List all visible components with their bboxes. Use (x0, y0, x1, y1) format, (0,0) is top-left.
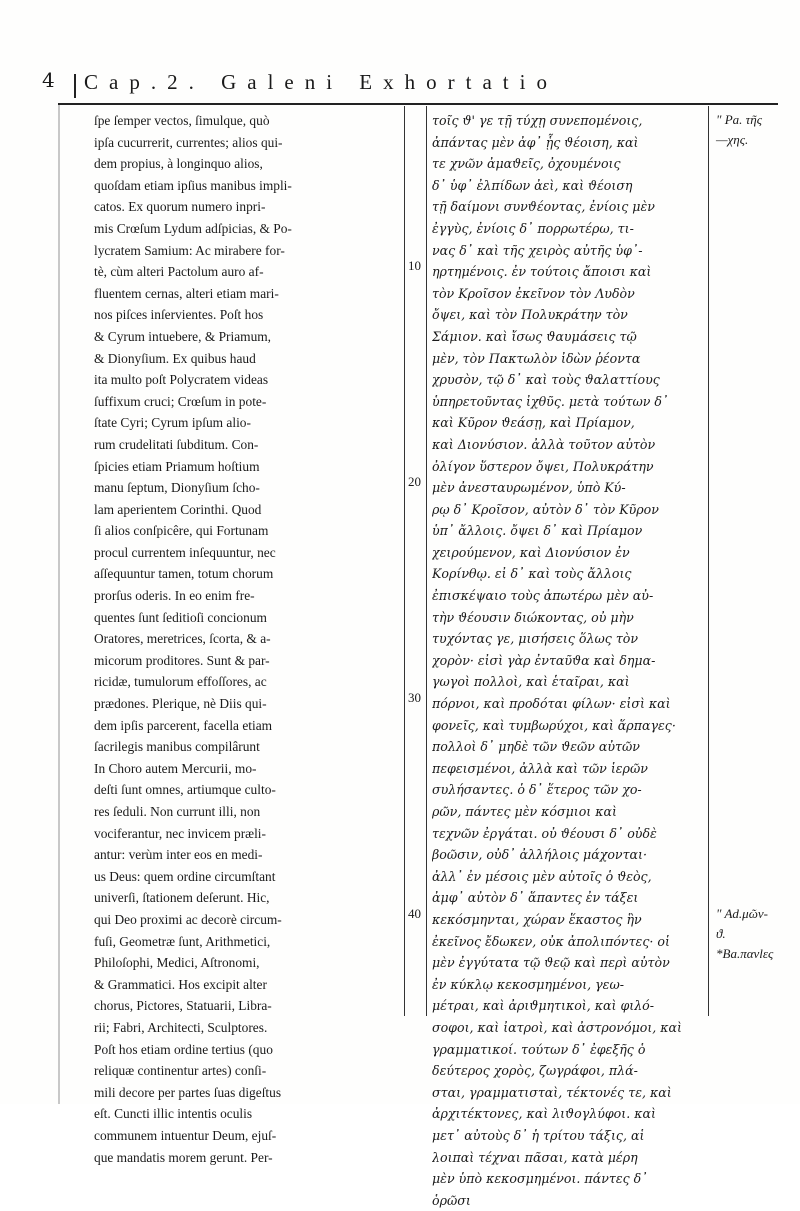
latin-text-line: catos. Ex quorum numero inpri- (94, 199, 266, 215)
greek-text-line: κεκόσμηνται, χώραν ἕκαστος ἣν (432, 911, 642, 927)
greek-text-line: ὑπ᾽ ἄλλοις. ὄψει δ᾽ καὶ Πρίαμον (432, 523, 643, 539)
greek-column (432, 110, 702, 1211)
margin-note-top-1: " Pa. τῆς (716, 112, 763, 127)
greek-text-line: ἐν κύκλῳ κεκοσμημένοι, γεω- (432, 976, 624, 992)
greek-text-line: λοιπαὶ τέχναι πᾶσαι, κατὰ μέρη (432, 1149, 638, 1165)
latin-text-line: chorus, Pictores, Statuarii, Libra- (94, 998, 272, 1014)
latin-text-line: fluentem cernas, alteri etiam mari- (94, 285, 279, 301)
latin-text-line: reliquæ continentur artes) conſi- (94, 1063, 267, 1079)
greek-text-line: μὲν ὑπὸ κεκοσμημένοι. πάντες δ᾽ (432, 1171, 648, 1187)
greek-text-line: συλήσαντες. ὁ δ᾽ ἕτερος τῶν χο- (432, 782, 642, 798)
latin-text-line: ſuffixum cruci; Crœſum in pote- (94, 393, 267, 409)
latin-text-line: deſti ſunt omnes, artiumque culto- (94, 782, 276, 798)
margin-note-bottom-2: ϑ. (716, 926, 726, 941)
latin-text-line: In Choro autem Mercurii, mo- (94, 760, 257, 776)
latin-text-line: que mandatis morem gerunt. Per- (94, 1149, 273, 1165)
greek-text-line: τυχόντας γε, μισήσεις ὅλως τὸν (432, 631, 639, 647)
greek-text-line: μὲν, τὸν Πακτωλὸν ἰδὼν ῥέοντα (432, 350, 641, 366)
latin-text-line: rii; Fabri, Architecti, Sculptores. (94, 1019, 268, 1035)
latin-text-line: ſpicies etiam Priamum hoſtium (94, 458, 260, 474)
greek-text-line: ἀμφ᾽ αὐτὸν δ᾽ ἅπαντες ἐν τάξει (432, 890, 639, 906)
latin-text-line: communem intuentur Deum, ejuſ- (94, 1127, 277, 1143)
greek-text-line: τοῖς ϑ' γε τῇ τύχῃ συνεπομένοις, (432, 113, 643, 128)
greek-text-line: πόρνοι, καὶ προδόται φίλων· εἰσὶ καὶ (432, 696, 671, 712)
greek-text-line: ἐκεῖνος ἔδωκεν, οὐκ ἀπολιπόντες· οἱ (432, 933, 670, 949)
column-divider-right (426, 106, 427, 1016)
margin-note-top-2: —χης. (716, 132, 749, 147)
greek-text-line: μὲν ἐγγύτατα τῷ ϑεῷ καὶ περὶ αὐτὸν (432, 955, 670, 971)
line-number-40: 40 (408, 906, 421, 921)
latin-text-line: micorum proditores. Sunt & par- (94, 652, 270, 668)
latin-text-line: ſpe ſemper vectos, ſimulque, quò (94, 113, 270, 128)
latin-text-line: mis Crœſum Lydum adſpicias, & Po- (94, 220, 292, 236)
latin-text-line: lam aperientem Corinthi. Quod (94, 501, 262, 517)
margin-note-bottom-1: " Ad.μῶν- (716, 906, 768, 921)
latin-text-line: dem ipſis parcerent, facella etiam (94, 717, 273, 733)
latin-text-line: prædones. Plerique, nè Diis qui- (94, 696, 267, 712)
greek-text-line: χορὸν· εἰσὶ γὰρ ἐνταῦϑα καὶ δημα- (432, 652, 656, 668)
greek-text-line: χειρούμενον, καὶ Διονύσιον ἐν (432, 544, 630, 560)
greek-text-line: σται, γραμματισταὶ, τέκτονές τε, καὶ (432, 1084, 672, 1100)
greek-text-line: ἐγγὺς, ἐνίοις δ᾽ πορρωτέρω, τι- (432, 220, 634, 236)
latin-text-line: nos piſces inſervientes. Poſt hos (94, 307, 264, 323)
greek-text-line: γωγοὶ πολλοὶ, καὶ ἑταῖραι, καὶ (432, 674, 630, 690)
greek-text-line: μὲν ἀνεσταυρωμένον, ὑπὸ Κύ- (432, 480, 626, 496)
greek-text-line: πεφεισμένοι, ἀλλὰ καὶ τῶν ἱερῶν (432, 760, 648, 776)
latin-text-line: antur: verùm inter eos en medi- (94, 847, 263, 863)
greek-text-line: ρῶν, πάντες μὲν κόσμιοι καὶ (432, 804, 617, 819)
margin-note-bottom-3: *Ba.πανlες (716, 946, 774, 961)
latin-text-line: us Deus: quem ordine circumſtant (94, 868, 276, 884)
latin-text-line: ricidæ, tumulorum effoſſores, ac (94, 674, 267, 690)
latin-text-line: Oratores, meretrices, ſcorta, & a- (94, 631, 271, 647)
greek-text-line: Σάμιον. καὶ ἴσως ϑαυμάσεις τῷ (432, 328, 637, 344)
latin-text-line: ita multo poſt Polycratem videas (94, 372, 269, 388)
greek-text-line: δεύτερος χορὸς, ζωγράφοι, πλά- (432, 1063, 638, 1079)
greek-text-line: πολλοὶ δ᾽ μηδὲ τῶν ϑεῶν αὐτῶν (432, 739, 640, 755)
header-underline (58, 103, 778, 105)
latin-text-line: & Dionyſium. Ex quibus haud (94, 350, 256, 366)
greek-text-line: χρυσὸν, τῷ δ᾽ καὶ τοὺς ϑαλαττίους (432, 372, 660, 388)
greek-text-line: ρῳ δ᾽ Κροῖσον, αὐτὸν δ᾽ τὸν Κῦρον (432, 501, 659, 517)
latin-text-line: ſtate Cyri; Cyrum ipſum alio- (94, 415, 251, 431)
latin-text-line: univerſi, ſtationem deſerunt. Hic, (94, 890, 270, 906)
greek-text-line: ἀρχιτέκτονες, καὶ λιϑογλύφοι. καὶ (432, 1106, 656, 1122)
greek-text-line: φονεῖς, καὶ τυμβωρύχοι, καὶ ἅρπαγες· (432, 717, 676, 733)
column-divider-left (404, 106, 405, 1016)
greek-text-line: σοφοι, καὶ ἰατροὶ, καὶ ἀστρονόμοι, καὶ (432, 1019, 682, 1035)
latin-column (94, 110, 394, 1168)
latin-text-line: tè, cùm alteri Pactolum auro af- (94, 264, 264, 280)
header-rule (74, 74, 76, 98)
gutter-shadow (58, 104, 60, 1104)
greek-text-line: νας δ᾽ καὶ τῆς χειρὸς αὐτῆς ὑφ᾽- (432, 242, 643, 258)
greek-text-line: ηρτημένοις. ἐν τούτοις ἄποισι καὶ (432, 264, 652, 280)
latin-text-line: dem propius, à longinquo alios, (94, 156, 263, 172)
latin-text-line: & Grammatici. Hos excipit alter (94, 976, 267, 992)
greek-text-line: καὶ Κῦρον ϑεάσῃ, καὶ Πρίαμον, (432, 415, 635, 431)
line-number-30: 30 (408, 690, 421, 705)
greek-text-line: ὑπηρετοῦντας ἰχθῦς. μετὰ τούτων δ᾽ (432, 393, 669, 409)
latin-text-line: vociferantur, nec invicem præli- (94, 825, 266, 841)
line-number-20: 20 (408, 474, 421, 489)
margin-divider (708, 106, 709, 1016)
greek-text-line: μετ᾽ αὐτοὺς δ᾽ ἡ τρίτου τάξις, αἱ (432, 1127, 645, 1143)
latin-text-line: Philoſophi, Medici, Aſtronomi, (94, 955, 260, 971)
latin-text-line: Poſt hos etiam ordine tertius (quo (94, 1041, 273, 1057)
latin-text-line: eſt. Cuncti illic intentis oculis (94, 1106, 253, 1122)
greek-text-line: τὸν Κροῖσον ἐκεῖνον τὸν Λυδὸν (432, 285, 635, 301)
greek-text-line: Κορίνθῳ. εἰ δ᾽ καὶ τοὺς ἄλλοις (432, 566, 632, 582)
latin-text-line: mili decore per partes ſuas digeſtus (94, 1084, 282, 1100)
latin-text-line: ipſa cucurrerit, currentes; alios qui- (94, 134, 283, 150)
line-number-10: 10 (408, 258, 421, 273)
latin-text-line: lycratem Samium: Ac mirabere for- (94, 242, 285, 258)
latin-text-line: ſi alios conſpicêre, qui Fortunam (94, 523, 269, 539)
latin-text-line: & Cyrum intuebere, & Priamum, (94, 328, 272, 344)
latin-text-line: prorſus oderis. In eo enim fre- (94, 588, 255, 604)
greek-text-line: ἀπάντας μὲν ἀφ᾽ ᾗς ϑέοιση, καὶ (432, 134, 639, 150)
greek-text-line: γραμματικοί. τούτων δ᾽ ἐφεξῆς ὁ (432, 1041, 646, 1057)
latin-text-line: manu ſeptum, Dionyſium ſcho- (94, 480, 260, 496)
page-number: 4 (42, 68, 55, 92)
greek-text-line: τεχνῶν ἐργάται. οὐ ϑέουσι δ᾽ οὐδὲ (432, 825, 657, 841)
latin-text-line: fuſi, Geometræ ſunt, Arithmetici, (94, 933, 271, 949)
greek-text-line: ὄψει, καὶ τὸν Πολυκράτην τὸν (432, 307, 628, 323)
latin-text-line: quentes ſunt ſeditioſi concionum (94, 609, 267, 625)
latin-text-line: rum crudelitati ſubditum. Con- (94, 436, 259, 452)
page-header (14, 68, 784, 102)
greek-text-line: βοῶσιν, οὐδ᾽ ἀλλήλοις μάχονται· (432, 847, 647, 863)
latin-text-line: qui Deo proximi ac decorè circum- (94, 911, 282, 927)
greek-text-line: τῇ δαίμονι συνϑέοντας, ἐνίοις μὲν (432, 199, 655, 215)
running-title: Cap.2. Galeni Exhortatio (84, 70, 558, 94)
latin-text-line: res ſeduli. Non currunt illi, non (94, 804, 261, 819)
latin-text-line: procul currentem inſequuntur, nec (94, 544, 276, 560)
greek-text-line: δ᾽ ὑφ᾽ ἐλπίδων ἀεὶ, καὶ ϑέοιση (432, 177, 633, 193)
greek-text-line: καὶ Διονύσιον. ἀλλὰ τοῦτον αὐτὸν (432, 436, 656, 452)
greek-text-line: μέτραι, καὶ ἀριϑμητικοὶ, καὶ φιλό- (432, 998, 655, 1014)
greek-text-line: τὴν ϑέουσιν διώκοντας, οὐ μὴν (432, 609, 634, 625)
latin-text-line: aſſequuntur tamen, totum chorum (94, 566, 274, 582)
greek-text-line: τε χνῶν ἀμαϑεῖς, ὀχουμένοις (432, 156, 621, 172)
latin-text-line: ſacrilegis manibus compilârunt (94, 739, 260, 755)
greek-text-line: ὀλίγον ὕστερον ὄψει, Πολυκράτην (432, 458, 654, 474)
greek-text-line: ἐπισκέψαιο τοὺς ἀπωτέρω μὲν αὐ- (432, 588, 654, 604)
latin-text-line: quoſdam etiam ipſius manibus impli- (94, 177, 292, 193)
greek-text-line: ὁρῶσι (432, 1192, 471, 1208)
greek-text-line: ἀλλ᾽ ἐν μέσοις μὲν αὐτοῖς ὁ ϑεὸς, (432, 868, 652, 884)
